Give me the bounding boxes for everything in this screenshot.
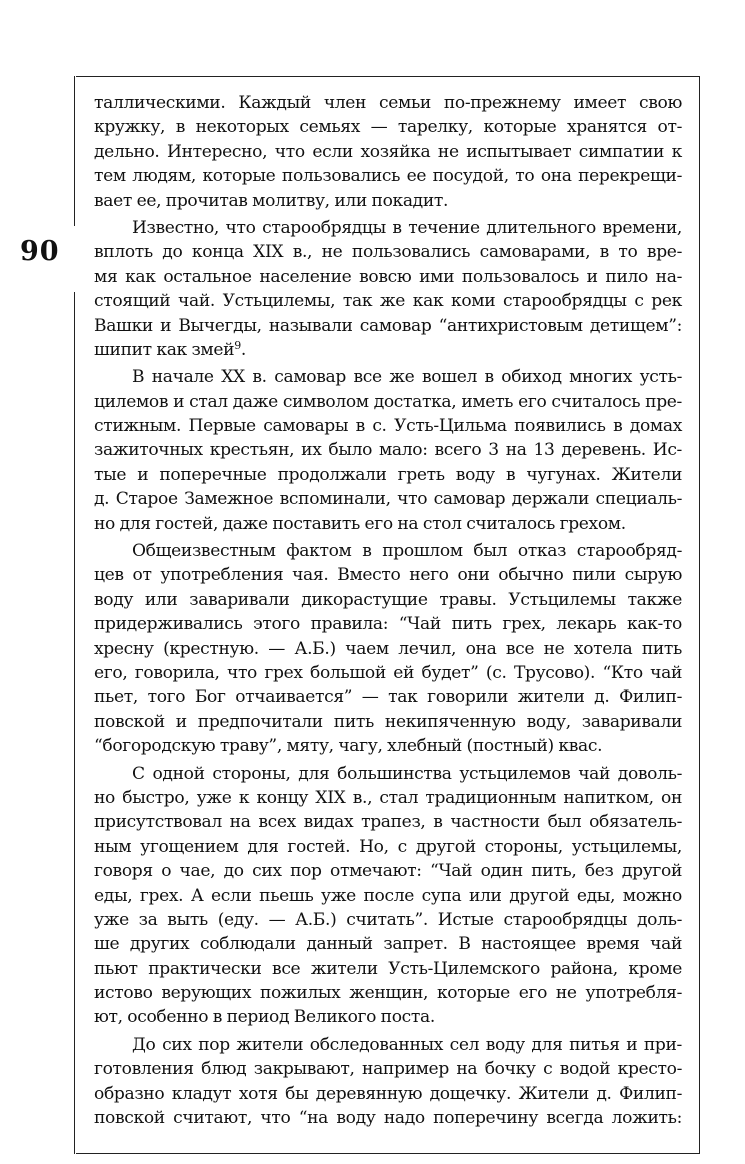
text-line: тые и поперечные продолжали греть воду в чугунах. Жители: [94, 464, 682, 485]
left-margin-rule: [74, 76, 75, 226]
text-line: воду или заваривали дикорастущие травы. Устьцилемы также: [94, 589, 682, 610]
text-line: д. Старое Замежное вспоминали, что самовар держали специаль-: [94, 489, 682, 510]
text-line: еды, грех. А если пьешь уже после супа или другой еды, можно: [94, 885, 682, 906]
text-line: стоящий чай. Устьцилемы, так же как коми старообрядцы с рек: [94, 291, 682, 312]
paragraph: [94, 91, 682, 213]
text-line: Известно, что старообрядцы в течение длительного времени,: [132, 217, 682, 238]
text-line: ют, особенно в период Великого поста.: [94, 1007, 435, 1028]
text-line: ным угощением для гостей. Но, с другой стороны, устьцилемы,: [94, 836, 682, 857]
text-line: готовления блюд закрывают, например на бочку с водой кресто-: [94, 1059, 682, 1080]
text-line: его, говорила, что грех большой ей будет” (с. Трусово). “Кто чай: [94, 662, 682, 683]
text-line: говоря о чае, до сих пор отмечают: “Чай один пить, без другой: [94, 861, 682, 882]
text-line: тем людям, которые пользовались ее посудой, то она перекрещи-: [94, 166, 682, 187]
text-line: таллическими. Каждый член семьи по-прежнему имеет свою: [94, 93, 682, 113]
text-line: хресну (крестную. — А.Б.) чаем лечил, она все не хотела пить: [94, 638, 682, 659]
paragraph: [94, 762, 682, 1030]
text-fragment: шипит как змей: [94, 339, 235, 360]
text-line: До сих пор жители обследованных сел воду для питья и при-: [132, 1034, 682, 1055]
text-line: Общеизвестным фактом в прошлом был отказ старообряд-: [132, 541, 682, 562]
text-line: вплоть до конца XIX в., не пользовались самоварами, в то вре-: [94, 242, 682, 263]
text-line: Вашки и Вычегды, называли самовар “антихристовым детищем”:: [94, 315, 682, 336]
text-line: кружку, в некоторых семьях — тарелку, которые хранятся от-: [94, 117, 682, 138]
bottom-rule: [76, 1153, 700, 1154]
text-line: повской считают, что “на воду надо поперечину всегда ложить:: [94, 1108, 682, 1129]
text-fragment: .: [240, 339, 246, 360]
text-line: но быстро, уже к концу XIX в., стал традиционным напитком, он: [94, 787, 682, 808]
text-line: цилемов и стал даже символом достатка, иметь его считалось пре-: [94, 391, 682, 412]
text-line: пьет, того Бог отчаивается” — так говорили жители д. Филип-: [94, 687, 682, 708]
text-line: присутствовал на всех видах трапез, в частности был обязатель-: [94, 812, 682, 833]
footnote-marker: 9: [234, 338, 241, 352]
paragraph: [94, 365, 682, 536]
body-text: [94, 91, 682, 1130]
text-line: цев от употребления чая. Вместо него они обычно пили сырую: [94, 565, 682, 586]
text-line: образно кладут хотя бы деревянную дощечку. Жители д. Филип-: [94, 1083, 682, 1104]
text-line: истово верующих пожилых женщин, которые его не употребля-: [94, 983, 682, 1004]
text-line: зажиточных крестьян, их было мало: всего 3 на 13 деревень. Ис-: [94, 440, 682, 461]
paragraph: [94, 216, 682, 362]
text-line: уже за выть (еду. — А.Б.) считать”. Истые старообрядцы доль-: [94, 909, 682, 930]
text-line: дельно. Интересно, что если хозяйка не испытывает симпатии к: [94, 141, 682, 162]
text-line: “богородскую траву”, мяту, чагу, хлебный (постный) квас.: [94, 736, 603, 757]
paragraph: [94, 1033, 682, 1131]
left-margin-rule: [74, 292, 75, 1154]
paragraph: [94, 539, 682, 759]
text-line: мя как остальное население вовсю ими пользовалось и пило на-: [94, 266, 682, 287]
page-number: 90: [20, 236, 60, 267]
text-line: вает ее, прочитав молитву, или покадит.: [94, 190, 449, 211]
text-line: повской и предпочитали пить некипяченную воду, заваривали: [94, 711, 682, 732]
text-line: но для гостей, даже поставить его на стол считалось грехом.: [94, 513, 626, 534]
text-line: С одной стороны, для большинства устьцилемов чай доволь-: [132, 763, 682, 784]
text-line: ше других соблюдали данный запрет. В настоящее время чай: [94, 934, 682, 955]
text-line: придерживались этого правила: “Чай пить грех, лекарь как-то: [94, 614, 682, 635]
text-line: пьют практически все жители Усть-Цилемского района, кроме: [94, 958, 682, 979]
text-line: [94, 338, 682, 362]
text-line: стижным. Первые самовары в с. Усть-Цильма появились в домах: [94, 416, 682, 437]
text-line: В начале XX в. самовар все же вошел в обиход многих усть-: [132, 367, 682, 388]
